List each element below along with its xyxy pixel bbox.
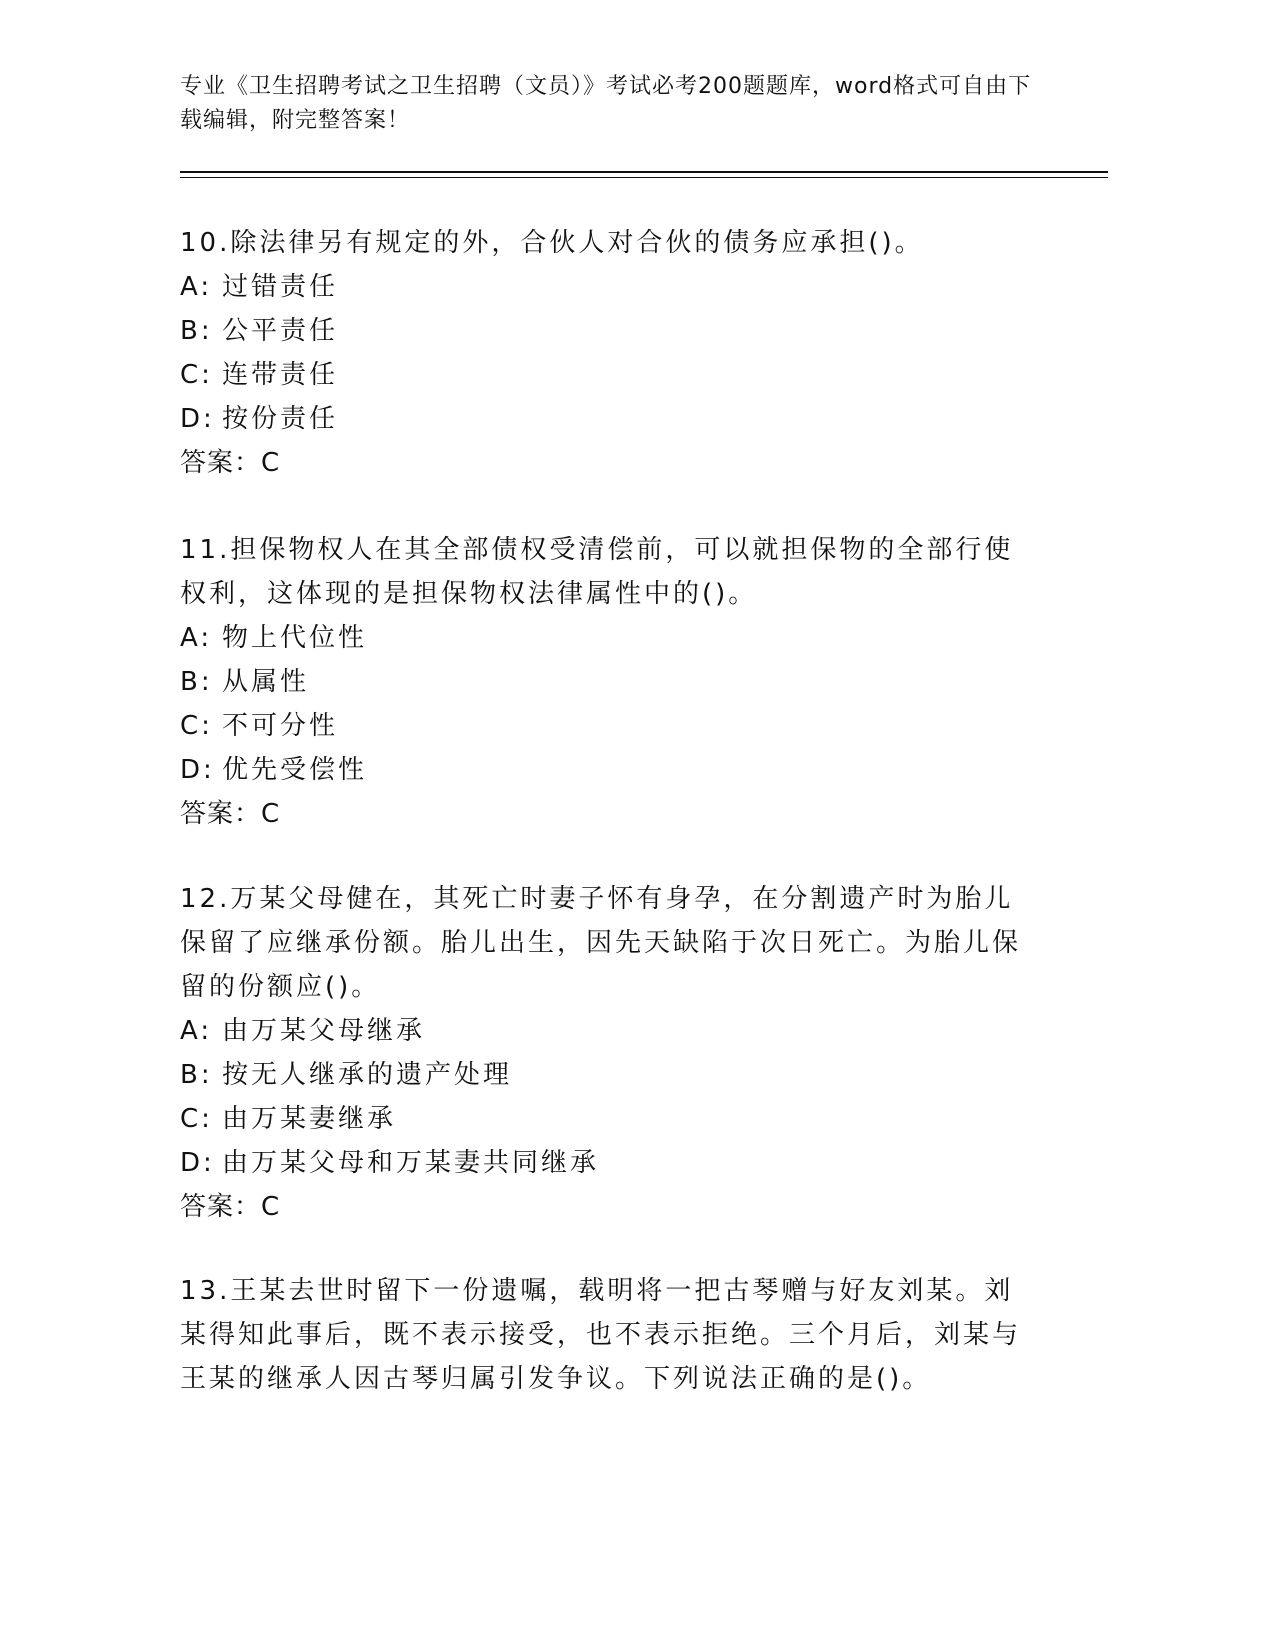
option-letter: D:	[180, 755, 215, 785]
question-stem: 10.除法律另有规定的外，合伙人对合伙的债务应承担()。	[180, 228, 924, 258]
option-text: 过错责任	[222, 272, 339, 302]
option-text: 连带责任	[222, 360, 339, 390]
option-letter: C:	[180, 711, 213, 741]
option-letter: C:	[180, 360, 213, 390]
option-text: 由万某父母和万某妻共同继承	[222, 1148, 600, 1178]
option-text: 公平责任	[222, 316, 339, 346]
question-stem: 12.万某父母健在，其死亡时妻子怀有身孕，在分割遗产时为胎儿保留了应继承份额。胎儿出生，因先天缺陷于次日死亡。为胎儿保留的份额应()。	[180, 884, 1022, 1002]
option-letter: C:	[180, 1104, 213, 1134]
answer-line: 答案：C	[180, 448, 281, 478]
option-letter: B:	[180, 1060, 213, 1090]
option-text: 物上代位性	[222, 623, 368, 653]
option-letter: A:	[180, 1016, 213, 1046]
question-11	[180, 528, 1040, 836]
option-text: 由万某父母继承	[222, 1016, 426, 1046]
header-divider-thin	[180, 177, 1108, 178]
option-letter: D:	[180, 1148, 215, 1178]
answer-line: 答案：C	[180, 799, 281, 829]
option-c	[180, 1097, 1040, 1141]
question-stem: 11.担保物权人在其全部债权受清偿前，可以就担保物的全部行使权利，这体现的是担保物权法律属性中的()。	[180, 535, 1014, 609]
option-d	[180, 1141, 1040, 1185]
question-10	[180, 221, 1040, 485]
option-text: 按份责任	[222, 404, 339, 434]
option-letter: D:	[180, 404, 215, 434]
option-letter: B:	[180, 667, 213, 697]
option-a	[180, 265, 1040, 309]
question-stem: 13.王某去世时留下一份遗嘱，载明将一把古琴赠与好友刘某。刘某得知此事后，既不表示接受，也不表示拒绝。三个月后，刘某与王某的继承人因古琴归属引发争议。下列说法正确的是()。	[180, 1276, 1022, 1394]
option-letter: A:	[180, 623, 213, 653]
question-13	[180, 1269, 1040, 1401]
header-divider-thick	[180, 171, 1108, 173]
option-a	[180, 616, 1040, 660]
question-12	[180, 877, 1040, 1229]
option-letter: B:	[180, 316, 213, 346]
option-letter: A:	[180, 272, 213, 302]
option-d	[180, 397, 1040, 441]
option-text: 从属性	[222, 667, 310, 697]
answer-line: 答案：C	[180, 1192, 281, 1222]
option-text: 不可分性	[222, 711, 339, 741]
option-text: 优先受偿性	[222, 755, 368, 785]
option-a	[180, 1009, 1040, 1053]
option-b	[180, 660, 1040, 704]
option-text: 按无人继承的遗产处理	[222, 1060, 513, 1090]
option-d	[180, 748, 1040, 792]
option-b	[180, 309, 1040, 353]
option-text: 由万某妻继承	[222, 1104, 397, 1134]
option-b	[180, 1053, 1040, 1097]
document-intro: 专业《卫生招聘考试之卫生招聘（文员）》考试必考200题题库，word格式可自由下载编辑，附完整答案！	[180, 74, 1032, 133]
option-c	[180, 704, 1040, 748]
option-c	[180, 353, 1040, 397]
